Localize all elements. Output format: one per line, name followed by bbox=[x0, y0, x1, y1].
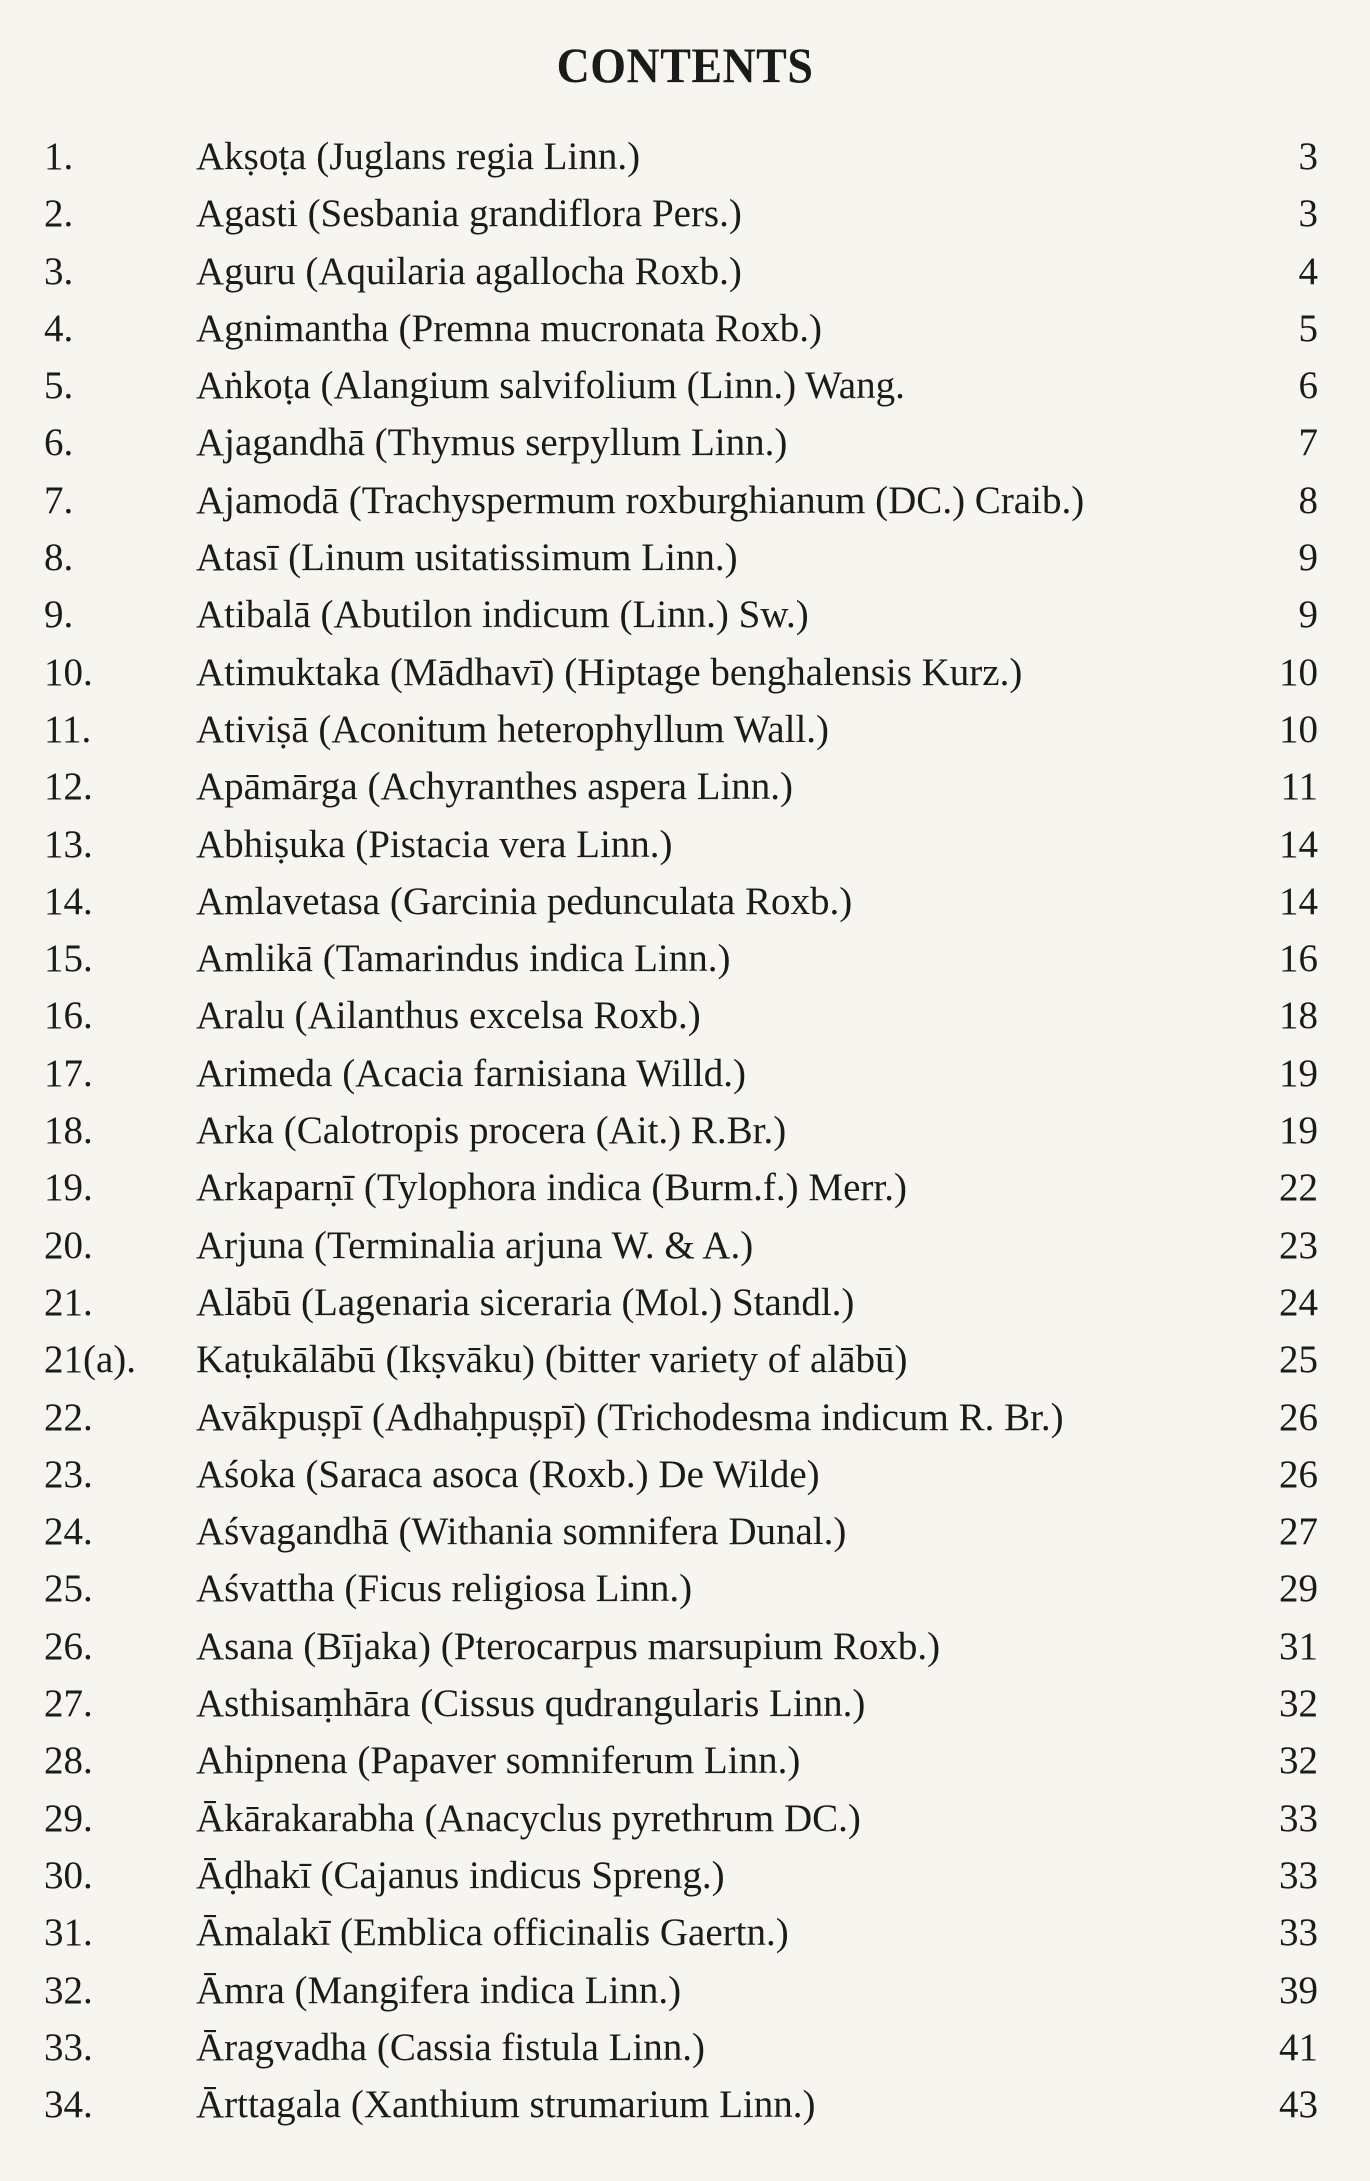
entry-title: Asthisaṃhāra (Cissus qudrangularis Linn.) bbox=[196, 1682, 866, 1726]
entry-number: 31. bbox=[44, 1911, 93, 1955]
entry-title: Atimuktaka (Mādhavī) (Hiptage benghalensis Kurz.) bbox=[196, 650, 1023, 694]
entry-title: Aśvattha (Ficus religiosa Linn.) bbox=[196, 1567, 693, 1611]
entry-page-number: 16 bbox=[1279, 937, 1318, 981]
entry-page-number: 19 bbox=[1279, 1051, 1318, 1095]
entry-page-number: 6 bbox=[1298, 364, 1318, 408]
entry-number: 16. bbox=[44, 994, 93, 1038]
entry-title: Arimeda (Acacia farnisiana Willd.) bbox=[196, 1051, 746, 1095]
entry-title: Arka (Calotropis procera (Ait.) R.Br.) bbox=[196, 1109, 787, 1153]
entry-title: Arkaparṇī (Tylophora indica (Burm.f.) Merr.) bbox=[196, 1166, 907, 1210]
toc-entry bbox=[0, 1560, 1370, 1617]
entry-title: Ajagandhā (Thymus serpyllum Linn.) bbox=[196, 421, 788, 465]
toc-entry bbox=[0, 1159, 1370, 1216]
toc-entry bbox=[0, 1045, 1370, 1102]
toc-entry bbox=[0, 1274, 1370, 1331]
entry-page-number: 22 bbox=[1279, 1166, 1318, 1210]
entry-page-number: 5 bbox=[1298, 306, 1318, 350]
entry-page-number: 23 bbox=[1279, 1223, 1318, 1267]
entry-title: Aṅkoṭa (Alangium salvifolium (Linn.) Wang. bbox=[196, 364, 905, 408]
page-title: CONTENTS bbox=[556, 37, 814, 93]
entry-number: 23. bbox=[44, 1452, 93, 1496]
toc-entry bbox=[0, 586, 1370, 643]
entry-number: 14. bbox=[44, 879, 93, 923]
toc-entry bbox=[0, 1904, 1370, 1961]
entry-page-number: 33 bbox=[1279, 1796, 1318, 1840]
toc-entry bbox=[0, 472, 1370, 529]
toc-entry bbox=[0, 987, 1370, 1044]
entry-number: 21(a). bbox=[44, 1338, 137, 1382]
entry-number: 15. bbox=[44, 937, 93, 981]
entry-title: Avākpuṣpī (Adhaḥpuṣpī) (Trichodesma indicum R. Br.) bbox=[196, 1395, 1064, 1439]
toc-entry bbox=[0, 1503, 1370, 1560]
toc-entry bbox=[0, 128, 1370, 185]
entry-title: Ahipnena (Papaver somniferum Linn.) bbox=[196, 1739, 801, 1783]
toc-entry bbox=[0, 873, 1370, 930]
entry-page-number: 3 bbox=[1298, 135, 1318, 178]
entry-page-number: 10 bbox=[1279, 707, 1318, 751]
entry-title: Āmra (Mangifera indica Linn.) bbox=[196, 1968, 682, 2012]
entry-number: 21. bbox=[44, 1280, 93, 1324]
entry-title: Apāmārga (Achyranthes aspera Linn.) bbox=[196, 765, 794, 809]
entry-title: Aguru (Aquilaria agallocha Roxb.) bbox=[196, 249, 742, 293]
entry-page-number: 9 bbox=[1298, 593, 1318, 637]
toc-entry bbox=[0, 1847, 1370, 1904]
entry-title: Āḍhakī (Cajanus indicus Spreng.) bbox=[196, 1853, 725, 1897]
entry-page-number: 11 bbox=[1280, 765, 1318, 809]
entry-number: 22. bbox=[44, 1395, 93, 1439]
entry-number: 32. bbox=[44, 1968, 93, 2012]
entry-page-number: 19 bbox=[1279, 1109, 1318, 1153]
entry-page-number: 33 bbox=[1279, 1853, 1318, 1897]
toc-entry bbox=[0, 1446, 1370, 1503]
entry-number: 4. bbox=[44, 306, 74, 350]
entry-number: 17. bbox=[44, 1051, 93, 1095]
toc-entry bbox=[0, 243, 1370, 300]
entry-number: 30. bbox=[44, 1853, 93, 1897]
toc-entry bbox=[0, 1389, 1370, 1446]
entry-page-number: 14 bbox=[1279, 879, 1318, 923]
entry-title: Aśoka (Saraca asoca (Roxb.) De Wilde) bbox=[196, 1452, 820, 1496]
entry-title: Amlikā (Tamarindus indica Linn.) bbox=[196, 937, 731, 981]
entry-page-number: 4 bbox=[1298, 249, 1318, 293]
entry-number: 34. bbox=[44, 2083, 93, 2127]
toc-entry bbox=[0, 1618, 1370, 1675]
entry-title: Atibalā (Abutilon indicum (Linn.) Sw.) bbox=[196, 593, 809, 637]
entry-page-number: 27 bbox=[1279, 1510, 1318, 1554]
entry-number: 10. bbox=[44, 650, 93, 694]
entry-page-number: 26 bbox=[1279, 1452, 1318, 1496]
entry-number: 26. bbox=[44, 1624, 93, 1668]
toc-entry bbox=[0, 758, 1370, 815]
entry-number: 9. bbox=[44, 593, 74, 637]
entry-number: 12. bbox=[44, 765, 93, 809]
entry-page-number: 32 bbox=[1279, 1739, 1318, 1783]
entry-page-number: 10 bbox=[1279, 650, 1318, 694]
table-of-contents bbox=[0, 128, 1370, 2133]
toc-entry bbox=[0, 529, 1370, 586]
entry-number: 24. bbox=[44, 1510, 93, 1554]
entry-page-number: 33 bbox=[1279, 1911, 1318, 1955]
entry-title: Asana (Bījaka) (Pterocarpus marsupium Roxb.) bbox=[196, 1624, 941, 1668]
entry-title: Agasti (Sesbania grandiflora Pers.) bbox=[196, 192, 742, 236]
entry-page-number: 26 bbox=[1279, 1395, 1318, 1439]
entry-number: 5. bbox=[44, 364, 74, 408]
entry-page-number: 8 bbox=[1298, 478, 1318, 522]
entry-number: 29. bbox=[44, 1796, 93, 1840]
entry-page-number: 24 bbox=[1279, 1280, 1318, 1324]
entry-number: 1. bbox=[44, 135, 74, 178]
entry-title: Aralu (Ailanthus excelsa Roxb.) bbox=[196, 994, 701, 1038]
entry-page-number: 18 bbox=[1279, 994, 1318, 1038]
toc-entry bbox=[0, 1675, 1370, 1732]
entry-page-number: 9 bbox=[1298, 536, 1318, 580]
entry-number: 20. bbox=[44, 1223, 93, 1267]
toc-entry bbox=[0, 2019, 1370, 2076]
entry-title: Arjuna (Terminalia arjuna W. & A.) bbox=[196, 1223, 754, 1267]
toc-entry bbox=[0, 357, 1370, 414]
entry-number: 19. bbox=[44, 1166, 93, 1210]
entry-title: Ajamodā (Trachyspermum roxburghianum (DC.) Craib.) bbox=[196, 478, 1085, 522]
entry-number: 25. bbox=[44, 1567, 93, 1611]
entry-number: 28. bbox=[44, 1739, 93, 1783]
entry-number: 13. bbox=[44, 822, 93, 866]
toc-entry bbox=[0, 701, 1370, 758]
entry-title: Abhiṣuka (Pistacia vera Linn.) bbox=[196, 822, 673, 866]
entry-title: Āragvadha (Cassia fistula Linn.) bbox=[196, 2025, 706, 2069]
entry-page-number: 29 bbox=[1279, 1567, 1318, 1611]
entry-page-number: 14 bbox=[1279, 822, 1318, 866]
entry-page-number: 32 bbox=[1279, 1682, 1318, 1726]
entry-title: Ākārakarabha (Anacyclus pyrethrum DC.) bbox=[196, 1796, 861, 1840]
entry-title: Agnimantha (Premna mucronata Roxb.) bbox=[196, 306, 822, 350]
toc-entry bbox=[0, 300, 1370, 357]
entry-page-number: 25 bbox=[1279, 1338, 1318, 1382]
toc-entry bbox=[0, 414, 1370, 471]
entry-number: 7. bbox=[44, 478, 74, 522]
entry-number: 8. bbox=[44, 536, 74, 580]
entry-page-number: 41 bbox=[1279, 2025, 1318, 2069]
toc-entry bbox=[0, 1962, 1370, 2019]
entry-title: Akṣoṭa (Juglans regia Linn.) bbox=[196, 135, 641, 178]
entry-title: Atasī (Linum usitatissimum Linn.) bbox=[196, 536, 738, 580]
entry-number: 2. bbox=[44, 192, 74, 236]
entry-number: 11. bbox=[44, 707, 92, 751]
toc-entry bbox=[0, 185, 1370, 242]
toc-entry bbox=[0, 1217, 1370, 1274]
entry-page-number: 3 bbox=[1298, 192, 1318, 236]
entry-page-number: 43 bbox=[1279, 2083, 1318, 2127]
entry-page-number: 31 bbox=[1279, 1624, 1318, 1668]
entry-title: Ativiṣā (Aconitum heterophyllum Wall.) bbox=[196, 707, 830, 751]
entry-page-number: 39 bbox=[1279, 1968, 1318, 2012]
entry-number: 27. bbox=[44, 1682, 93, 1726]
entry-title: Alābū (Lagenaria siceraria (Mol.) Standl.) bbox=[196, 1280, 855, 1324]
toc-entry bbox=[0, 644, 1370, 701]
entry-title: Aśvagandhā (Withania somnifera Dunal.) bbox=[196, 1510, 847, 1554]
entry-number: 3. bbox=[44, 249, 74, 293]
toc-entry bbox=[0, 1790, 1370, 1847]
entry-page-number: 7 bbox=[1298, 421, 1318, 465]
entry-title: Amlavetasa (Garcinia pedunculata Roxb.) bbox=[196, 879, 853, 923]
entry-title: Kaṭukālābū (Ikṣvāku) (bitter variety of alābū) bbox=[196, 1338, 908, 1382]
toc-entry bbox=[0, 816, 1370, 873]
toc-entry bbox=[0, 1331, 1370, 1388]
entry-number: 6. bbox=[44, 421, 74, 465]
toc-entry bbox=[0, 930, 1370, 987]
entry-title: Āmalakī (Emblica officinalis Gaertn.) bbox=[196, 1911, 789, 1955]
toc-entry bbox=[0, 2076, 1370, 2133]
toc-entry bbox=[0, 1732, 1370, 1789]
entry-number: 18. bbox=[44, 1109, 93, 1153]
entry-number: 33. bbox=[44, 2025, 93, 2069]
toc-entry bbox=[0, 1102, 1370, 1159]
entry-title: Ārttagala (Xanthium strumarium Linn.) bbox=[196, 2083, 816, 2127]
